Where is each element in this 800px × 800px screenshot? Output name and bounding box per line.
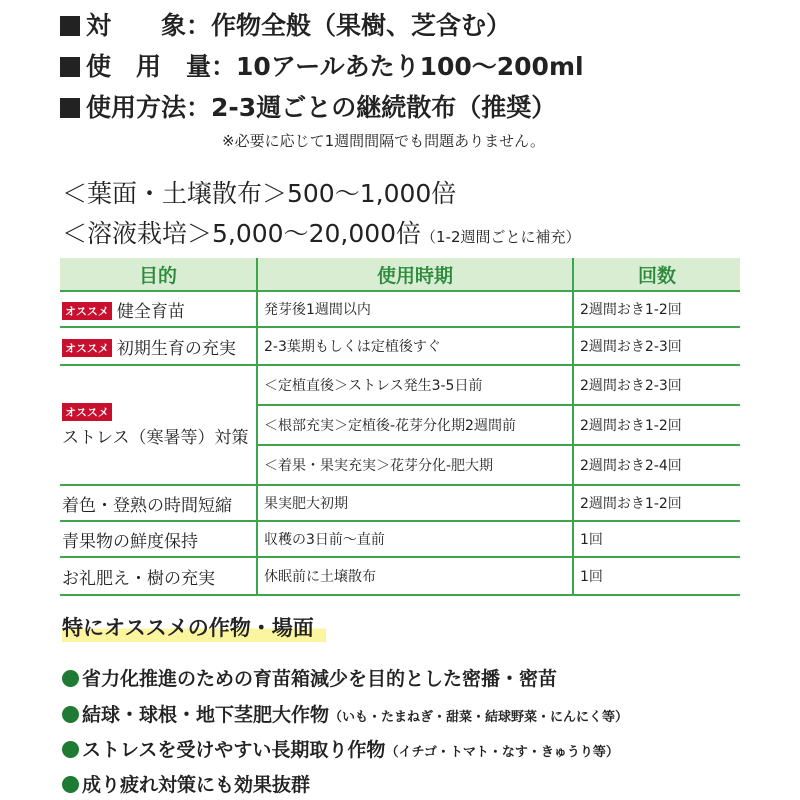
- ratio-hydroponic: [62, 214, 581, 250]
- recommend-badge: オススメ: [62, 403, 112, 421]
- note: ※必要に応じて1週間間隔でも問題ありません。: [222, 132, 546, 150]
- spec-label: 使 用 量: [86, 52, 212, 81]
- spec-amount: 使 用 量：10アールあたり100〜200ml: [60, 47, 584, 83]
- purpose-text: 健全育苗: [116, 301, 185, 322]
- purpose-cell: [60, 327, 257, 365]
- timing-cell: ＜着果・果実充実＞花芽分化-肥大期: [257, 445, 573, 485]
- header-purpose: 目的: [60, 258, 257, 291]
- purpose-cell: [60, 365, 257, 485]
- purpose-cell: 着色・登熟の時間短縮: [60, 485, 257, 521]
- count-cell: 2週間おき1-2回: [573, 405, 740, 445]
- timing-cell: 2-3葉期もしくは定植後すぐ: [257, 327, 573, 365]
- count-cell: 2週間おき2-3回: [573, 365, 740, 405]
- table-row: [60, 327, 740, 365]
- item-text: 成り疲れ対策にも効果抜群: [82, 774, 311, 796]
- recommend-item: [62, 770, 310, 797]
- ratio-text: ＜溶液栽培＞5,000〜20,000倍: [62, 219, 422, 248]
- purpose-cell: 青果物の鮮度保持: [60, 521, 257, 557]
- count-cell: 2週間おき1-2回: [573, 291, 740, 327]
- usage-table: [60, 258, 740, 596]
- spec-value: 作物全般（果樹、芝含む）: [211, 11, 512, 40]
- table-row: [60, 365, 740, 405]
- spec-value: 10アールあたり100〜200ml: [236, 52, 584, 81]
- timing-cell: 休眠前に土壌散布: [257, 557, 573, 595]
- purpose-cell: [60, 291, 257, 327]
- count-cell: 2週間おき1-2回: [573, 485, 740, 521]
- spec-label: 使用方法: [86, 93, 187, 122]
- recommend-item: [62, 735, 619, 762]
- ratio-foliar: [62, 174, 456, 210]
- count-cell: 2週間おき2-4回: [573, 445, 740, 485]
- item-note: （いも・たまねぎ・甜菜・結球野菜・にんにく等）: [329, 710, 629, 725]
- spec-method: 使用方法：2-3週ごとの継続散布（推奨）: [60, 88, 556, 124]
- green-dot-icon: [62, 776, 79, 793]
- green-dot-icon: [62, 706, 79, 723]
- header-count: 回数: [573, 258, 740, 291]
- purpose-text: 初期生育の充実: [116, 338, 236, 359]
- timing-cell: 発芽後1週間以内: [257, 291, 573, 327]
- table-row: [60, 557, 740, 595]
- header-timing: 使用時期: [257, 258, 573, 291]
- item-text: 結球・球根・地下茎肥大作物: [82, 704, 330, 726]
- recommend-title: 特にオススメの作物・場面: [62, 612, 326, 642]
- table-header: [60, 258, 740, 291]
- ratio-note: （1-2週間ごとに補充）: [421, 228, 581, 246]
- spec-value: 2-3週ごとの継続散布（推奨）: [211, 93, 557, 122]
- recommend-badge: オススメ: [62, 302, 112, 320]
- count-cell: 1回: [573, 521, 740, 557]
- item-text: 省力化推進のための育苗箱減少を目的とした密播・密苗: [82, 668, 558, 690]
- table-row: [60, 291, 740, 327]
- square-bullet-icon: [60, 16, 80, 36]
- green-dot-icon: [62, 670, 79, 687]
- item-text: ストレスを受けやすい長期取り作物: [82, 739, 386, 761]
- table-row: [60, 521, 740, 557]
- recommend-item: [62, 700, 628, 727]
- timing-cell: 果実肥大初期: [257, 485, 573, 521]
- square-bullet-icon: [60, 57, 80, 77]
- item-note: （イチゴ・トマト・なす・きゅうり等）: [385, 745, 619, 760]
- recommend-item: [62, 664, 557, 691]
- count-cell: 2週間おき2-3回: [573, 327, 740, 365]
- timing-cell: 収穫の3日前〜直前: [257, 521, 573, 557]
- purpose-text: ストレス（寒暑等）対策: [62, 427, 249, 448]
- table-row: [60, 485, 740, 521]
- ratio-text: ＜葉面・土壌散布＞500〜1,000倍: [62, 179, 457, 208]
- purpose-cell: お礼肥え・樹の充実: [60, 557, 257, 595]
- count-cell: 1回: [573, 557, 740, 595]
- recommend-badge: オススメ: [62, 339, 112, 357]
- green-dot-icon: [62, 741, 79, 758]
- spec-target: 対 象：作物全般（果樹、芝含む）: [60, 6, 511, 42]
- timing-cell: ＜根部充実＞定植後-花芽分化期2週間前: [257, 405, 573, 445]
- square-bullet-icon: [60, 98, 80, 118]
- timing-cell: ＜定植直後＞ストレス発生3-5日前: [257, 365, 573, 405]
- spec-label: 対 象: [86, 11, 187, 40]
